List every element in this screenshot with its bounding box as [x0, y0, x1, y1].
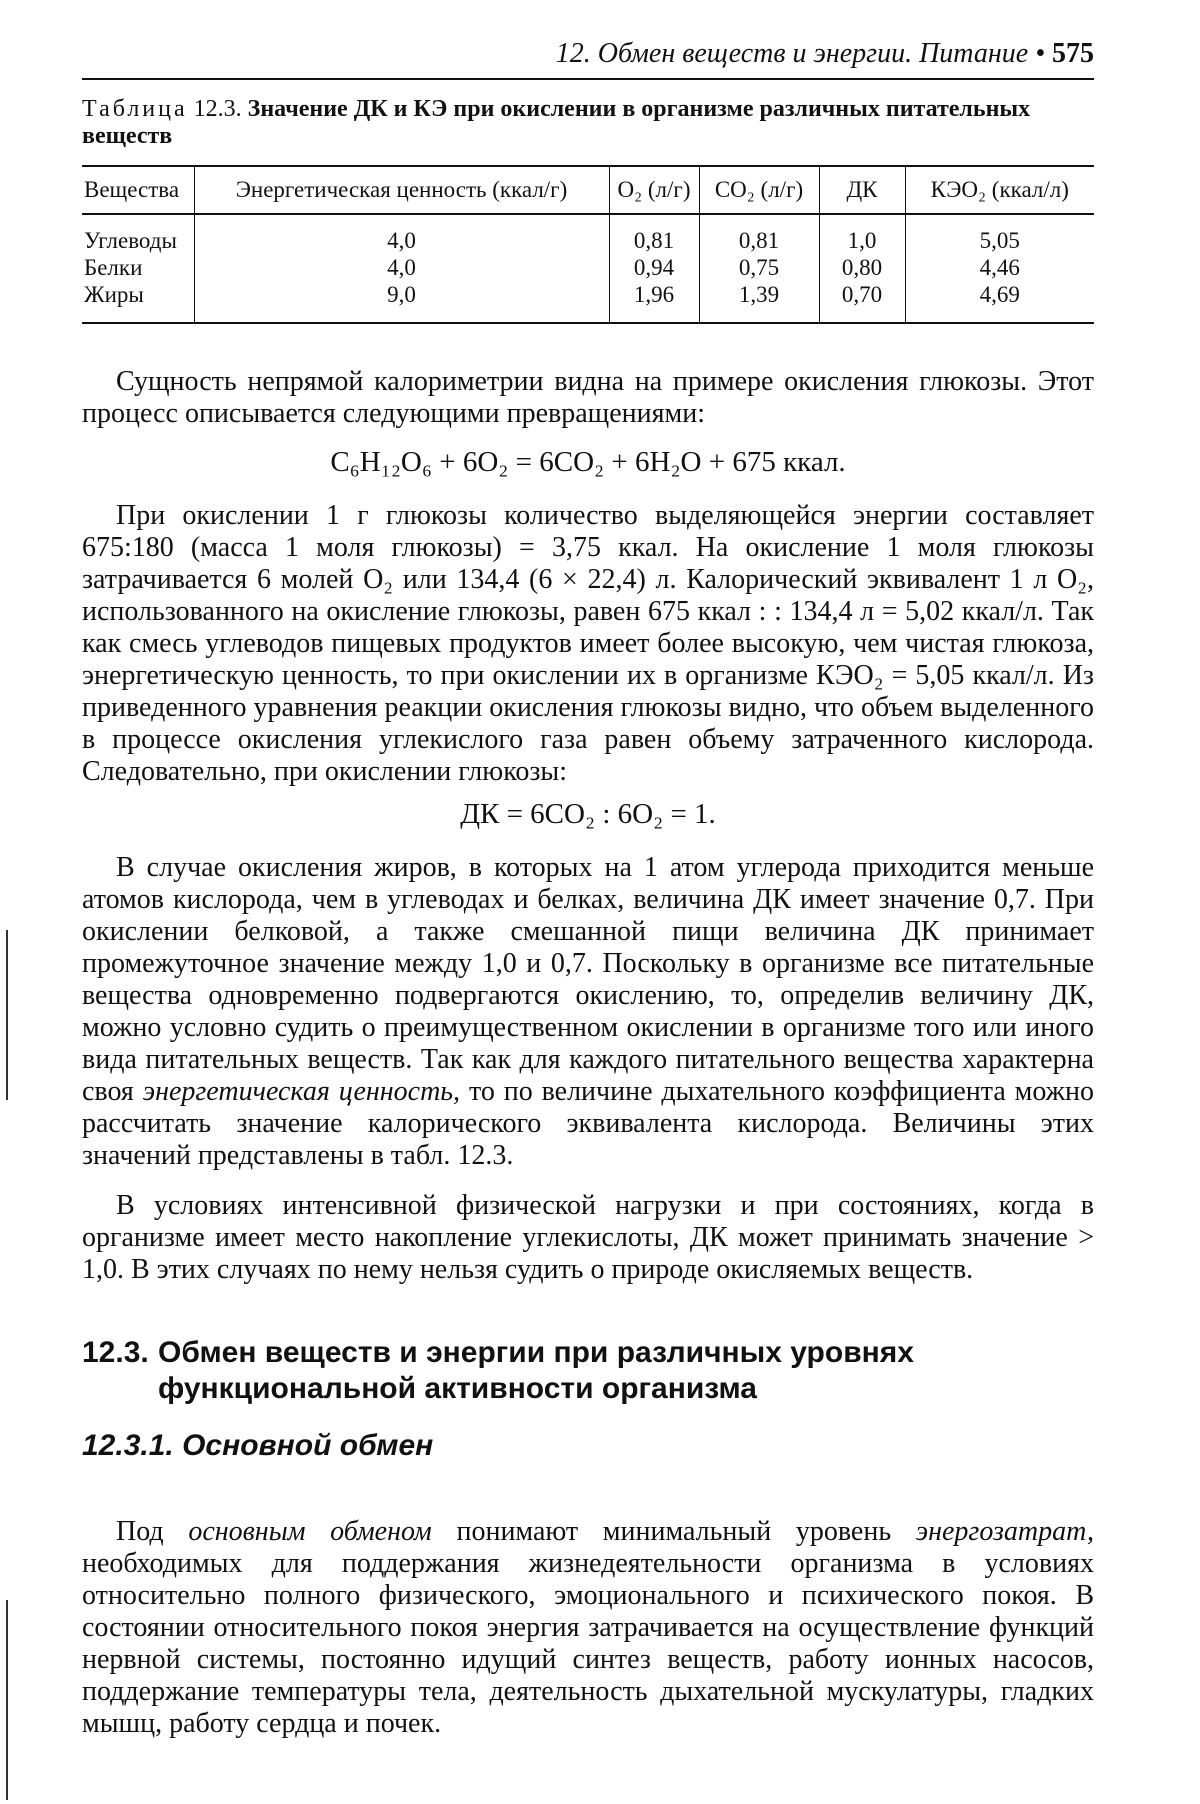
paragraph-fats — [82, 852, 1094, 1172]
table-cell: 1,0 — [819, 214, 905, 254]
table-label: Таблица — [82, 96, 188, 122]
scan-margin-mark — [6, 930, 8, 1100]
subsection-heading: 12.3.1. Основной обмен — [82, 1429, 434, 1462]
table-title: Значение ДК и КЭ при окислении в организме различных питательных веществ — [82, 96, 1031, 149]
header-bullet: • — [1035, 38, 1045, 69]
table-cell: 0,94 — [609, 254, 699, 281]
scan-margin-mark — [6, 1600, 8, 1800]
text-run: В случае окисления жиров, в которых на 1 атом углерода приходится меньше атомов кислорода, чем в углеводах и белках, величина ДК имеет значение 0,7. При окислении белковой, а также смешанной пищи величина ДК принимает промежуточное значение между 1,0 и 0,7. Поскольку в организме все питательные вещества одновременно подвергаются окислению, то, определив величину ДК, можно условно судить о преимущественном окислении в организме того или иного вида питательных веществ. Так как для каждого питательного вещества характерна своя — [82, 852, 1094, 1107]
table-cell: Белки — [84, 255, 143, 280]
column-header: CO₂ (л/г) — [699, 166, 819, 214]
running-header — [556, 38, 1094, 70]
paragraph-glucose — [82, 500, 1094, 788]
text-run: необходимых для поддержания жизнедеятельности организма в условиях относительно полного физического, эмоционального и психического покоя. В состоянии относительного покоя энергия затрачивается на осуществление функций нервной системы, постоянно идущий синтез веществ, работу ионных насосов, поддержание температуры тела, деятельность дыхательной мускулатуры, гладких мышц, работу сердца и почек. — [82, 1548, 1094, 1739]
table-cell: 1,39 — [699, 281, 819, 323]
rq-equation: ДК = 6CO₂ : 6O₂ = 1. — [460, 798, 716, 830]
table-row — [82, 281, 1094, 323]
table-cell: 0,81 — [609, 214, 699, 254]
body-text: В условиях интенсивной физической нагрузки и при состояниях, когда в организме имеет место накопление углекислоты, ДК может принимать значение > 1,0. В этих случаях по нему нельзя судить о природе окисляемых веществ. — [82, 1190, 1094, 1285]
glucose-equation: C₆H₁₂O₆ + 6O₂ = 6CO₂ + 6H₂O + 675 ккал. — [330, 446, 846, 478]
table-cell: Углеводы — [84, 228, 177, 253]
paragraph-basal-metabolism — [82, 1516, 1094, 1740]
column-header: КЭO₂ (ккал/л) — [905, 166, 1094, 214]
section-title-line1: Обмен веществ и энергии при различных уровнях — [158, 1336, 914, 1369]
emphasis-term: энергозатрат, — [915, 1516, 1095, 1547]
table-row — [82, 214, 1094, 254]
table-cell: 5,05 — [905, 214, 1094, 254]
paragraph-exercise — [82, 1190, 1094, 1286]
column-header: Вещества — [82, 166, 194, 214]
table-cell: 0,81 — [699, 214, 819, 254]
paragraph-intro — [82, 366, 1094, 430]
table-cell: Жиры — [82, 281, 194, 323]
table-cell: 0,80 — [819, 254, 905, 281]
header-rule — [82, 78, 1094, 80]
body-text: Сущность непрямой калориметрии видна на примере окисления глюкозы. Этот процесс описывается следующими превращениями: — [82, 366, 1094, 429]
table-cell: 4,46 — [905, 254, 1094, 281]
table-cell: 4,0 — [194, 254, 609, 281]
table-number: 12.3. — [193, 96, 242, 122]
table-caption — [82, 96, 1094, 150]
table-cell: 9,0 — [194, 281, 609, 323]
table-cell: 4,0 — [194, 214, 609, 254]
nutrient-table — [82, 165, 1094, 324]
table-cell: 4,69 — [905, 281, 1094, 323]
section-title-line2: функциональной активности организма — [158, 1372, 757, 1405]
table-cell: 1,96 — [609, 281, 699, 323]
page-number: 575 — [1052, 38, 1094, 69]
section-heading — [82, 1335, 1094, 1407]
running-title: 12. Обмен веществ и энергии. Питание — [555, 38, 1029, 69]
text-run: то по величине дыхательного коэффициента можно рассчитать значение калорического эквивалента кислорода. Величины этих значений представлены в табл. 12.3. — [82, 1076, 1095, 1171]
emphasis-term: основным обменом — [188, 1516, 432, 1547]
body-text — [82, 852, 1094, 1172]
body-text: При окислении 1 г глюкозы количество выделяющейся энергии составляет 675:180 (масса 1 моля глюкозы) = 3,75 ккал. На окисление 1 моля глюкозы затрачивается 6 молей O₂ или 134,4 (6 × 22,4) л. Калорический эквивалент 1 л O₂, использованного на окисление глюкозы, равен 675 ккал : : 134,4 л = 5,02 ккал/л. Так как смесь углеводов пищевых продуктов имеет более высокую, чем чистая глюкоза, энергетическую ценность, то при окислении их в организме КЭO₂ = 5,05 ккал/л. Из приведенного уравнения реакции окисления глюкозы видно, что объем выделенного в процессе окисления углекислого газа равен объему затраченного кислорода. Следовательно, при окислении глюкозы: — [82, 500, 1094, 787]
column-header: ДК — [819, 166, 905, 214]
table-cell: 0,70 — [819, 281, 905, 323]
table-cell: 0,75 — [699, 254, 819, 281]
section-number: 12.3. — [82, 1336, 149, 1369]
body-text — [82, 1516, 1094, 1740]
column-header: Энергетическая ценность (ккал/г) — [194, 166, 609, 214]
column-header: O₂ (л/г) — [609, 166, 699, 214]
table-row — [82, 254, 1094, 281]
emphasis-term: энергетическая ценность, — [142, 1076, 461, 1107]
text-run: понимают минимальный уровень — [456, 1516, 892, 1547]
text-run: Под — [116, 1516, 164, 1547]
table-header-row — [82, 166, 1094, 214]
